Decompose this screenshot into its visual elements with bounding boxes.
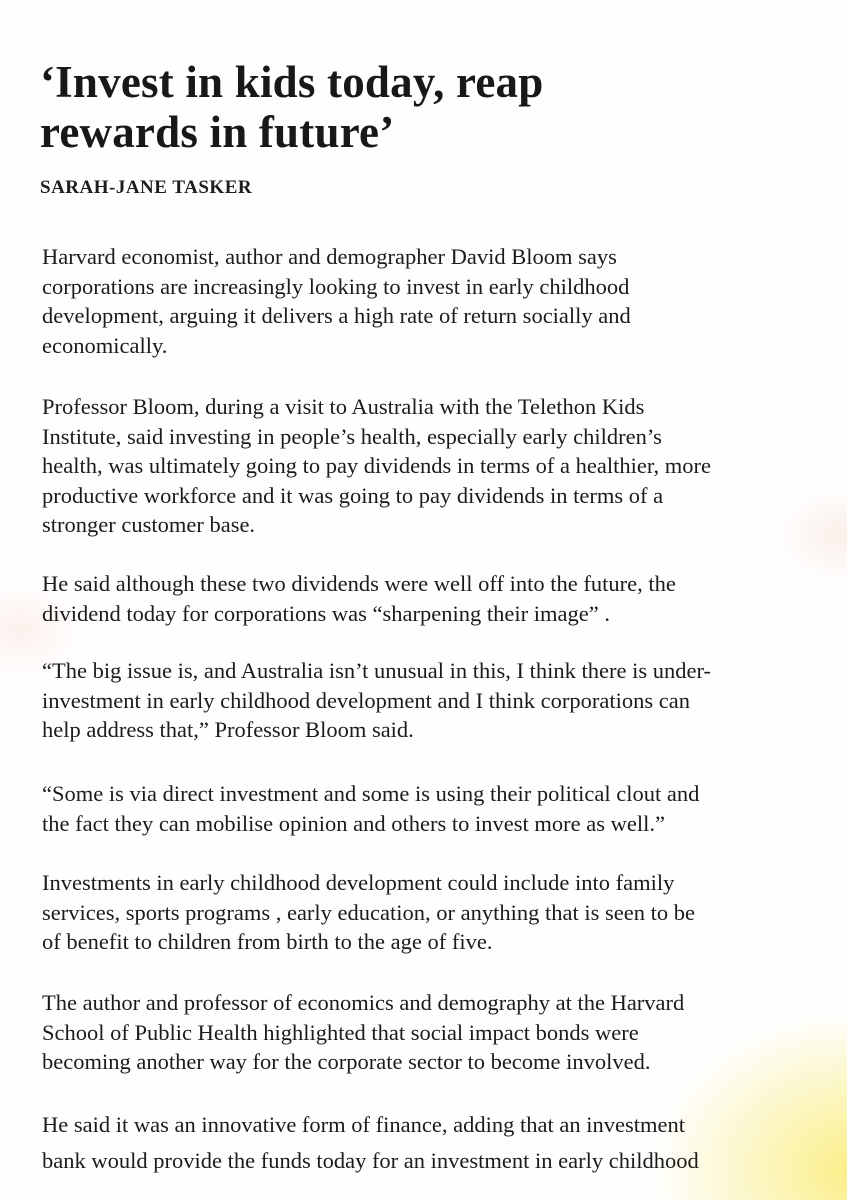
text-line: stronger customer base. (42, 512, 256, 537)
text-line: investment in early childhood development and I think corporations can (42, 687, 690, 713)
text-line: the fact they can mobilise opinion and others to invest more as well.” (42, 810, 665, 836)
headline-line: ‘Invest in kids today, reap (40, 57, 544, 107)
text-line: Professor Bloom, during a visit to Australia with the Telethon Kids (42, 394, 645, 419)
text-line: help address that,” Professor Bloom said. (42, 717, 414, 742)
text-line: dividend today for corporations was “sharpening their image” . (42, 600, 610, 626)
headline (40, 57, 760, 157)
text-line: He said it was an innovative form of finance, adding that an investment (42, 1112, 685, 1137)
paragraph (42, 1107, 699, 1179)
text-line: becoming another way for the corporate sector to become involved. (42, 1049, 651, 1074)
text-line: productive workforce and it was going to pay dividends in terms of a (42, 482, 664, 508)
paragraph (42, 569, 676, 628)
paragraph (42, 242, 631, 360)
text-line: “The big issue is, and Australia isn’t unusual in this, I think there is under- (42, 658, 712, 683)
text-line: Harvard economist, author and demographer David Bloom says (42, 244, 617, 269)
text-line: He said although these two dividends were well off into the future, the (42, 571, 676, 596)
text-line: Investments in early childhood development could include into family (42, 870, 675, 895)
text-line: bank would provide the funds today for an investment in early childhood (42, 1148, 699, 1173)
text-line: economically. (42, 332, 168, 358)
byline: SARAH-JANE TASKER (40, 177, 253, 198)
paragraph (42, 779, 699, 838)
text-line: health, was ultimately going to pay dividends in terms of a healthier, more (42, 453, 711, 478)
paragraph (42, 656, 711, 745)
text-line: services, sports programs , early education, or anything that is seen to be (42, 899, 695, 925)
text-line: of benefit to children from birth to the age of five. (42, 929, 493, 954)
headline-line: rewards in future’ (40, 107, 395, 157)
paragraph (42, 392, 711, 540)
text-line: Institute, said investing in people’s health, especially early children’s (42, 423, 662, 449)
paragraph (42, 868, 695, 957)
text-line: “Some is via direct investment and some is using their political clout and (42, 781, 700, 806)
text-line: development, arguing it delivers a high rate of return socially and (42, 303, 631, 328)
text-line: The author and professor of economics and demography at the Harvard (42, 990, 685, 1015)
paragraph (42, 988, 684, 1077)
text-line: corporations are increasingly looking to invest in early childhood (42, 273, 630, 299)
text-line: School of Public Health highlighted that social impact bonds were (42, 1019, 639, 1045)
